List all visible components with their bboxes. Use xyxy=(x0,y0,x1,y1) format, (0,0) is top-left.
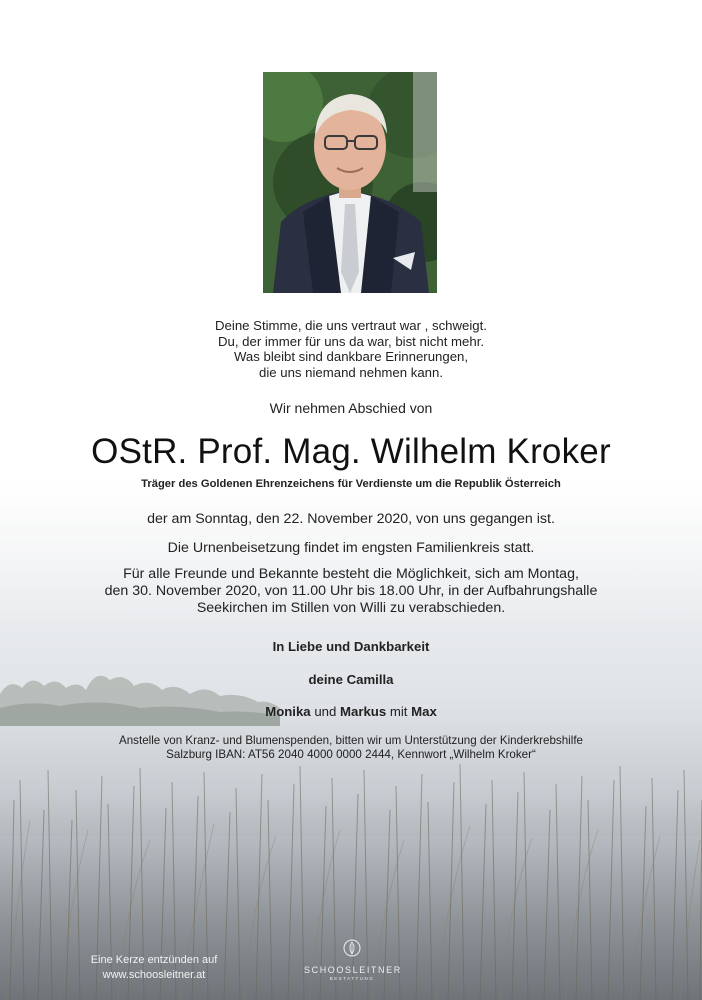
candle-url[interactable]: www.schoosleitner.at xyxy=(102,969,206,981)
farewell-notice xyxy=(0,566,702,617)
signature-family xyxy=(0,704,702,719)
conjunction-mit: mit xyxy=(389,704,408,719)
candle-text: Eine Kerze entzünden auf xyxy=(90,954,218,966)
poem-line: Deine Stimme, die uns vertraut war , schweigt. xyxy=(215,318,487,333)
donation-notice xyxy=(0,734,702,762)
farewell-line: Seekirchen im Stillen von Willi zu verabschieden. xyxy=(196,600,506,616)
deceased-name: OStR. Prof. Mag. Wilhelm Kroker xyxy=(91,432,611,471)
closing-line: In Liebe und Dankbarkeit xyxy=(272,639,430,654)
honor-line: Träger des Goldenen Ehrenzeichens für Verdienste um die Republik Österreich xyxy=(141,478,561,490)
poem xyxy=(0,318,702,380)
poem-line: Du, der immer für uns da war, bist nicht mehr. xyxy=(217,333,485,349)
donation-line: Anstelle von Kranz- und Blumenspenden, bitten wir um Unterstützung der Kinderkrebshilfe xyxy=(119,734,583,747)
leaf-emblem-icon xyxy=(343,938,361,958)
death-notice: der am Sonntag, den 22. November 2020, von uns gegangen ist. xyxy=(147,511,555,527)
poem-line: die uns niemand nehmen kann. xyxy=(258,364,444,380)
family-name-markus: Markus xyxy=(340,704,387,719)
family-name-monika: Monika xyxy=(265,704,311,719)
intro-text: Wir nehmen Abschied von xyxy=(269,400,433,416)
donation-line: Salzburg IBAN: AT56 2040 4000 0000 2444, Kennwort „Wilhelm Kroker“ xyxy=(166,748,536,761)
poem-line: Was bleibt sind dankbare Erinnerungen, xyxy=(233,349,469,365)
portrait-illustration xyxy=(263,72,437,293)
portrait-photo xyxy=(263,72,437,293)
funeral-home-logo xyxy=(304,938,400,981)
farewell-line: den 30. November 2020, von 11.00 Uhr bis 18.00 Uhr, in der Aufbahrungshalle xyxy=(104,583,598,599)
logo-sub-text: BESTATTUNG xyxy=(329,976,375,981)
family-name-max: Max xyxy=(411,704,437,719)
signature-camilla: deine Camilla xyxy=(308,672,394,687)
conjunction-und: und xyxy=(314,704,337,719)
farewell-line: Für alle Freunde und Bekannte besteht die Möglichkeit, sich am Montag, xyxy=(123,566,579,582)
burial-notice: Die Urnenbeisetzung findet im engsten Familienkreis statt. xyxy=(167,540,535,556)
logo-brand-text: SCHOOSLEITNER xyxy=(304,965,402,975)
candle-link[interactable] xyxy=(64,953,244,983)
